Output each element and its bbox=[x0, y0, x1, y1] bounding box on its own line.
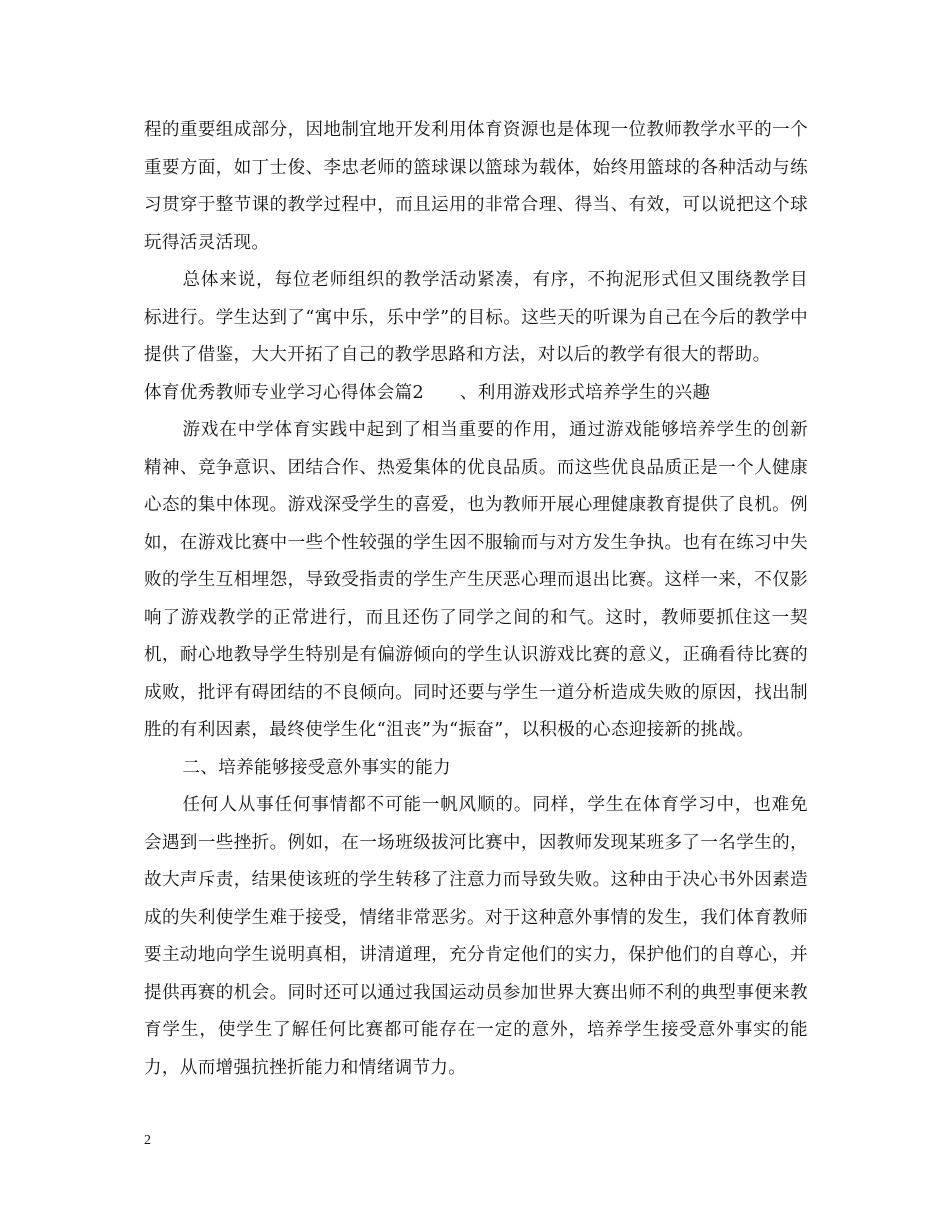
paragraph-summary: 总体来说，每位老师组织的教学活动紧凑，有序，不拘泥形式但又围绕教学目标进行。学生达到了“寓中乐，乐中学”的目标。这些天的听课为自己在今后的教学中提供了借鉴，大大开拓了自己的教学思路和方法，对以后的教学有很大的帮助。 bbox=[144, 270, 808, 365]
section-heading: 体育优秀教师专业学习心得体会篇2 、利用游戏形式培养学生的兴趣 bbox=[144, 382, 711, 403]
page-number: 2 bbox=[144, 1133, 151, 1148]
subheading-ability: 二、培养能够接受意外事实的能力 bbox=[182, 757, 451, 778]
paragraph-games: 游戏在中学体育实践中起到了相当重要的作用，通过游戏能够培养学生的创新精神、竞争意识、团结合作、热爱集体的优良品质。而这些优良品质正是一个人健康心态的集中体现。游戏深受学生的喜爱，也为教师开展心理健康教育提供了良机。例如，在游戏比赛中一些个性较强的学生因不服输而与对方发生争执。也有在练习中失败的学生互相埋怨，导致受指责的学生产生厌恶心理而退出比赛。这样一来，不仅影响了游戏教学的正常进行，而且还伤了同学之间的和气。这时，教师要抓住这一契机，耐心地教导学生特别是有偏游倾向的学生认识游戏比赛的意义，正确看待比赛的成败，批评有碍团结的不良倾向。同时还要与学生一道分析造成失败的原因，找出制胜的有利因素，最终使学生化“沮丧”为“振奋”，以积极的心态迎接新的挑战。 bbox=[144, 420, 808, 740]
document-body bbox=[144, 112, 808, 1087]
paragraph-setbacks: 任何人从事任何事情都不可能一帆风顺的。同样，学生在体育学习中，也难免会遇到一些挫折。例如，在一场班级拔河比赛中，因教师发现某班多了一名学生的，故大声斥责，结果使该班的学生转移了注意力而导致失败。这种由于决心书外因素造成的失利使学生难于接受，情绪非常恶劣。对于这种意外事情的发生，我们体育教师要主动地向学生说明真相，讲清道理，充分肯定他们的实力，保护他们的自尊心，并提供再赛的机会。同时还可以通过我国运动员参加世界大赛出师不利的典型事便来教育学生，使学生了解任何比赛都可能存在一定的意外，培养学生接受意外事实的能力，从而增强抗挫折能力和情绪调节力。 bbox=[144, 795, 808, 1078]
paragraph-continuation: 程的重要组成部分，因地制宜地开发利用体育资源也是体现一位教师教学水平的一个重要方面，如丁士俊、李忠老师的篮球课以篮球为载体，始终用篮球的各种活动与练习贯穿于整节课的教学过程中，而且运用的非常合理、得当、有效，可以说把这个球玩得活灵活现。 bbox=[144, 120, 808, 253]
